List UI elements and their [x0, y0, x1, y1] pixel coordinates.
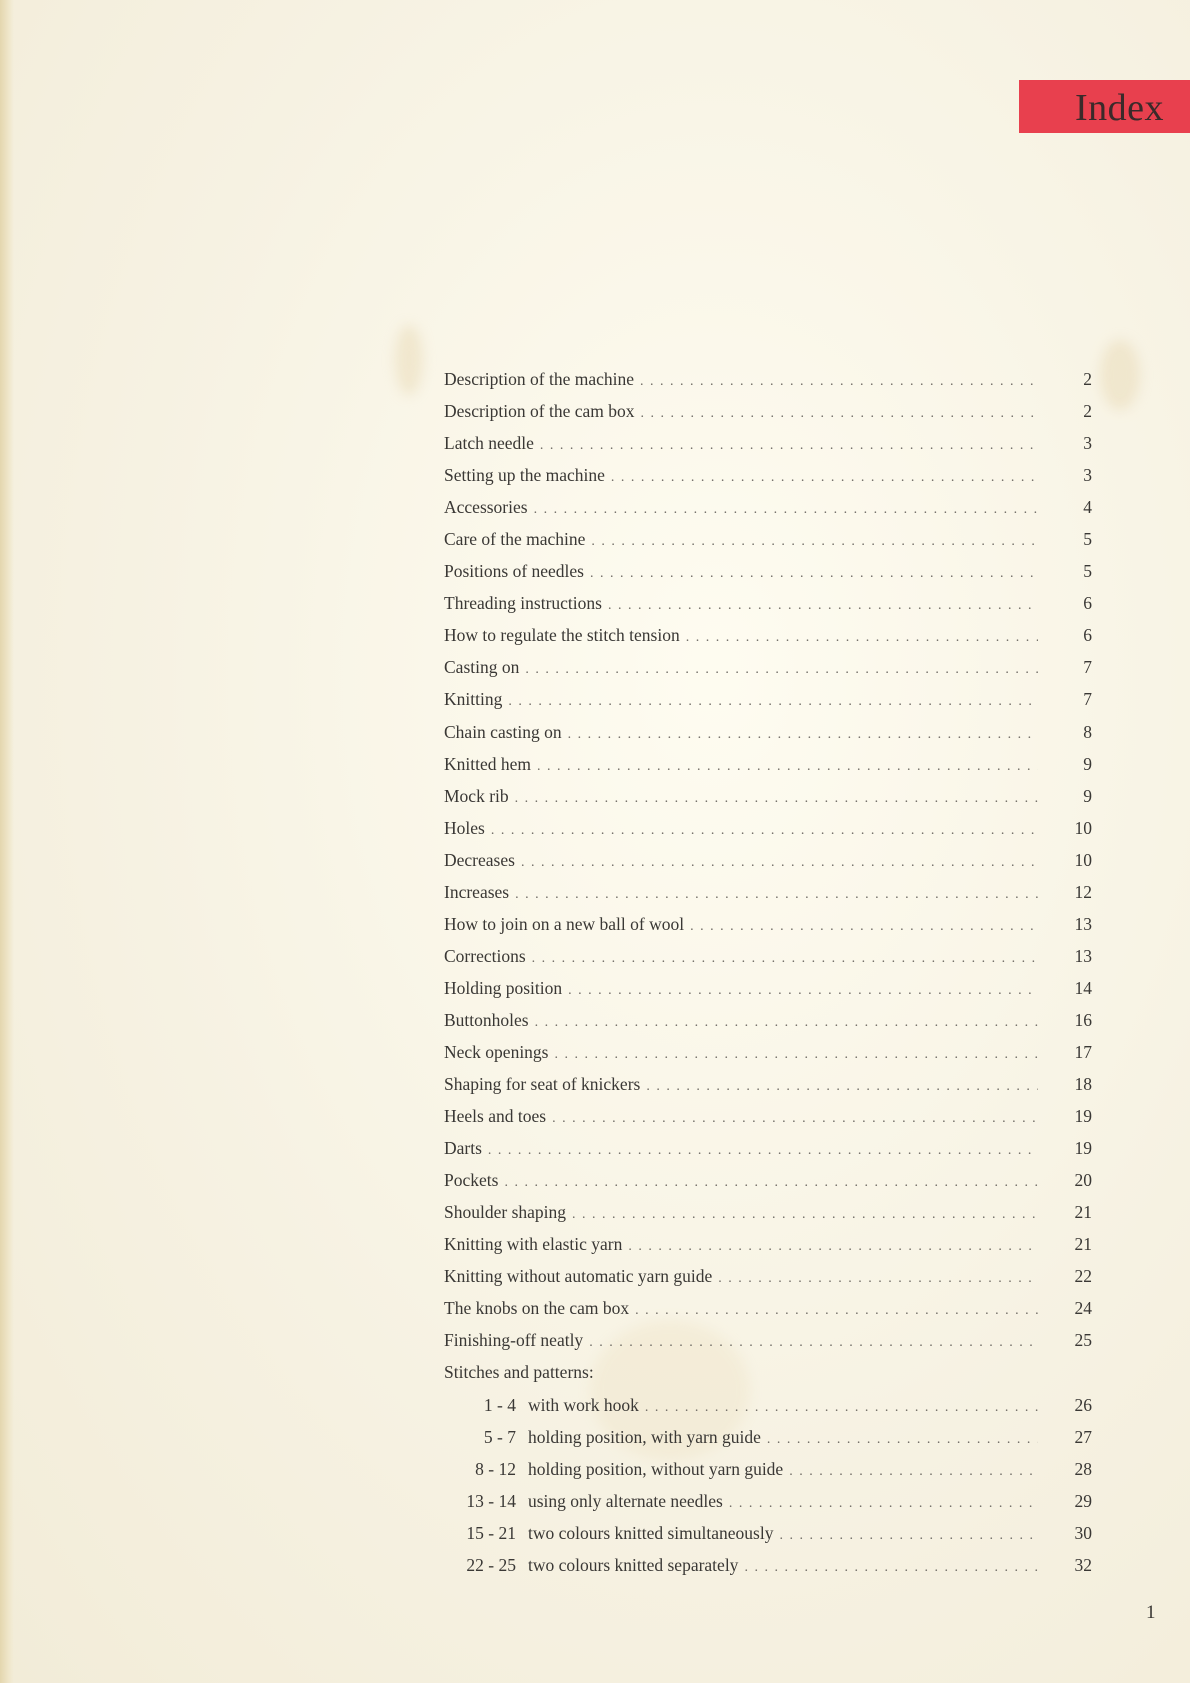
dot-leader — [488, 1135, 1038, 1167]
entry-page-number: 30 — [1074, 1522, 1092, 1543]
entry-title: Decreases — [444, 849, 515, 870]
stitch-title: with work hook — [528, 1394, 639, 1415]
dot-leader — [645, 1392, 1038, 1424]
dot-leader — [534, 494, 1038, 526]
entry-page-number: 3 — [1083, 433, 1092, 454]
entry-title — [444, 1389, 639, 1421]
index-entry — [444, 1036, 1092, 1068]
dot-leader — [568, 975, 1038, 1007]
index-entry — [444, 972, 1092, 1004]
index-entry — [444, 716, 1092, 748]
entry-page-number: 6 — [1083, 625, 1092, 646]
entry-page-number: 32 — [1074, 1554, 1092, 1575]
stitch-entry — [444, 1389, 1092, 1421]
entry-page-number: 22 — [1074, 1266, 1092, 1287]
entry-title: Knitting — [444, 689, 503, 710]
entry-page-number: 10 — [1074, 817, 1092, 838]
index-entry — [444, 1292, 1092, 1324]
dot-leader — [779, 1520, 1038, 1552]
table-of-contents — [444, 363, 1092, 1581]
entry-page-number: 13 — [1074, 913, 1092, 934]
index-entry — [444, 748, 1092, 780]
entry-page-number: 7 — [1083, 657, 1092, 678]
stitch-range: 5 - 7 — [483, 1426, 516, 1447]
stitches-heading: Stitches and patterns: — [444, 1362, 594, 1383]
index-entry — [444, 780, 1092, 812]
entry-title: Corrections — [444, 945, 526, 966]
entry-page-number: 26 — [1074, 1394, 1092, 1415]
stitch-entry — [444, 1549, 1092, 1581]
dot-leader — [552, 1103, 1038, 1135]
stitch-range: 8 - 12 — [475, 1458, 516, 1479]
index-entry — [444, 1004, 1092, 1036]
dot-leader — [641, 398, 1038, 430]
dot-leader — [525, 654, 1038, 686]
entry-title: Darts — [444, 1138, 482, 1159]
entry-title: The knobs on the cam box — [444, 1298, 630, 1319]
dot-leader — [504, 1167, 1038, 1199]
stitch-entry — [444, 1485, 1092, 1517]
stitch-entry — [444, 1517, 1092, 1549]
entry-title: Finishing-off neatly — [444, 1330, 584, 1351]
entry-title: Description of the machine — [444, 369, 635, 389]
entry-title: Holes — [444, 817, 485, 838]
stitch-entry — [444, 1453, 1092, 1485]
entry-title: Buttonholes — [444, 1009, 529, 1030]
dot-leader — [608, 590, 1038, 622]
entry-title: Latch needle — [444, 433, 534, 454]
entry-page-number: 28 — [1074, 1458, 1092, 1479]
entry-title — [444, 1485, 723, 1517]
index-entry — [444, 587, 1092, 619]
entry-page-number: 13 — [1074, 945, 1092, 966]
entry-page-number: 9 — [1083, 753, 1092, 774]
entry-title: Shaping for seat of knickers — [444, 1074, 641, 1095]
entry-page-number: 5 — [1083, 561, 1092, 582]
dot-leader — [744, 1552, 1038, 1584]
entry-title: Accessories — [444, 497, 528, 518]
dot-leader — [555, 1039, 1039, 1071]
dot-leader — [508, 686, 1038, 718]
entry-page-number: 9 — [1083, 785, 1092, 806]
dot-leader — [568, 719, 1038, 751]
entry-title — [444, 1421, 761, 1453]
entry-page-number: 20 — [1074, 1170, 1092, 1191]
entry-page-number: 25 — [1074, 1330, 1092, 1351]
entry-page-number: 16 — [1074, 1009, 1092, 1030]
index-entry — [444, 395, 1092, 427]
index-entry — [444, 1324, 1092, 1356]
entry-title: Chain casting on — [444, 721, 562, 742]
entry-page-number: 21 — [1074, 1202, 1092, 1223]
entry-page-number: 2 — [1083, 401, 1092, 422]
dot-leader — [729, 1488, 1038, 1520]
entry-page-number: 7 — [1083, 689, 1092, 710]
index-entry — [444, 1260, 1092, 1292]
index-entry — [444, 651, 1092, 683]
index-entry — [444, 908, 1092, 940]
index-entry — [444, 363, 1092, 395]
entry-page-number: 27 — [1074, 1426, 1092, 1447]
index-entry — [444, 1196, 1092, 1228]
dot-leader — [640, 366, 1038, 398]
index-entry — [444, 1164, 1092, 1196]
entry-page-number: 2 — [1083, 369, 1092, 389]
dot-leader — [628, 1231, 1038, 1263]
index-entry — [444, 1068, 1092, 1100]
dot-leader — [515, 879, 1038, 911]
entry-page-number: 8 — [1083, 721, 1092, 742]
page-title: Index — [1074, 86, 1164, 129]
index-entry — [444, 555, 1092, 587]
stitch-range: 13 - 14 — [466, 1490, 516, 1511]
entry-title: Mock rib — [444, 785, 509, 806]
dot-leader — [572, 1199, 1038, 1231]
dot-leader — [540, 430, 1038, 462]
dot-leader — [521, 847, 1038, 879]
entry-title — [444, 1517, 773, 1549]
index-entry — [444, 683, 1092, 715]
entry-page-number: 24 — [1074, 1298, 1092, 1319]
entry-page-number: 4 — [1083, 497, 1092, 518]
index-entry — [444, 1228, 1092, 1260]
stitch-range: 22 - 25 — [466, 1554, 516, 1575]
dot-leader — [767, 1424, 1038, 1456]
entry-title — [444, 1453, 783, 1485]
stitch-title: using only alternate needles — [528, 1490, 723, 1511]
entry-title: Shoulder shaping — [444, 1202, 567, 1223]
entry-page-number: 3 — [1083, 465, 1092, 486]
paper-stain — [395, 325, 423, 395]
entry-title: Heels and toes — [444, 1106, 547, 1127]
stitch-title: holding position, without yarn guide — [528, 1458, 784, 1479]
index-entry — [444, 491, 1092, 523]
entry-title: Casting on — [444, 657, 520, 678]
dot-leader — [535, 1007, 1038, 1039]
page-spine-edge — [0, 0, 14, 1683]
index-tab — [1019, 80, 1190, 133]
entry-title: Description of the cam box — [444, 401, 635, 422]
index-entry — [444, 523, 1092, 555]
dot-leader — [532, 943, 1038, 975]
index-entry — [444, 427, 1092, 459]
entry-title: Neck openings — [444, 1041, 549, 1062]
entry-title: Knitted hem — [444, 753, 531, 774]
dot-leader — [590, 558, 1038, 590]
stitch-range: 1 - 4 — [483, 1394, 516, 1415]
entry-title: Positions of needles — [444, 561, 584, 582]
dot-leader — [789, 1456, 1038, 1488]
page-number: 1 — [1146, 1602, 1156, 1623]
entry-title: How to regulate the stitch tension — [444, 625, 680, 646]
entry-title: Care of the machine — [444, 529, 586, 550]
dot-leader — [491, 815, 1038, 847]
entry-page-number: 18 — [1074, 1074, 1092, 1095]
stitch-title: two colours knitted separately — [528, 1554, 739, 1575]
entry-title: Threading instructions — [444, 593, 602, 614]
paper-stain — [1100, 340, 1140, 410]
entry-page-number: 14 — [1074, 977, 1092, 998]
dot-leader — [718, 1263, 1038, 1295]
entry-title — [444, 1549, 738, 1581]
dot-leader — [515, 783, 1038, 815]
index-entry — [444, 459, 1092, 491]
index-entry — [444, 1132, 1092, 1164]
entry-page-number: 6 — [1083, 593, 1092, 614]
entry-page-number: 21 — [1074, 1234, 1092, 1255]
index-entry — [444, 940, 1092, 972]
entry-page-number: 19 — [1074, 1138, 1092, 1159]
index-entry — [444, 844, 1092, 876]
stitch-range: 15 - 21 — [466, 1522, 516, 1543]
index-entry — [444, 876, 1092, 908]
entry-title: Knitting with elastic yarn — [444, 1234, 623, 1255]
entry-title: Setting up the machine — [444, 465, 605, 486]
dot-leader — [686, 622, 1038, 654]
stitch-title: two colours knitted simultaneously — [528, 1522, 774, 1543]
dot-leader — [646, 1071, 1038, 1103]
dot-leader — [635, 1295, 1038, 1327]
dot-leader — [591, 526, 1038, 558]
dot-leader — [537, 751, 1038, 783]
dot-leader — [690, 911, 1038, 943]
entry-page-number: 19 — [1074, 1106, 1092, 1127]
entry-title: Increases — [444, 881, 510, 902]
stitch-title: holding position, with yarn guide — [528, 1426, 761, 1447]
dot-leader — [589, 1327, 1038, 1359]
entry-title: Pockets — [444, 1170, 499, 1191]
entry-page-number: 12 — [1074, 881, 1092, 902]
index-entry — [444, 619, 1092, 651]
entry-title: How to join on a new ball of wool — [444, 913, 685, 934]
entry-page-number: 10 — [1074, 849, 1092, 870]
index-entry — [444, 1100, 1092, 1132]
entry-page-number: 17 — [1074, 1041, 1092, 1062]
entry-title: Holding position — [444, 977, 563, 998]
entry-title: Knitting without automatic yarn guide — [444, 1266, 713, 1287]
dot-leader — [611, 462, 1038, 494]
index-entry — [444, 812, 1092, 844]
entry-page-number: 29 — [1074, 1490, 1092, 1511]
entry-page-number: 5 — [1083, 529, 1092, 550]
stitch-entry — [444, 1421, 1092, 1453]
